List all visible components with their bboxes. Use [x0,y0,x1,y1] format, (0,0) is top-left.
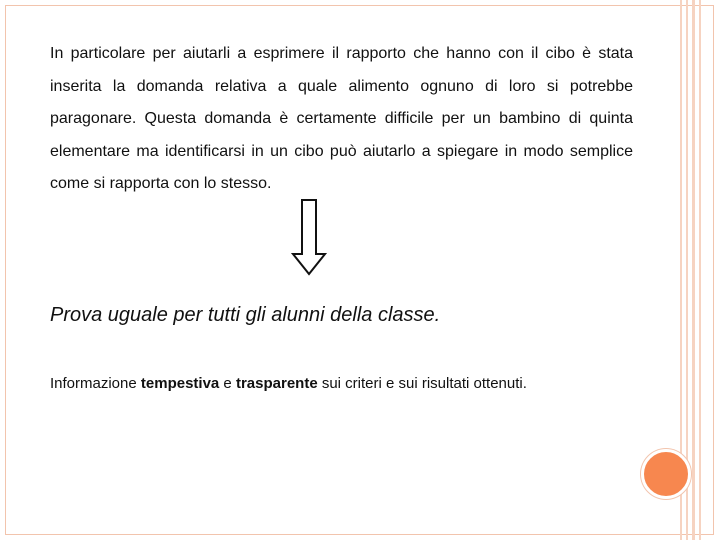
info-text: Informazione [50,375,141,392]
stripe [692,0,695,540]
decorative-circle [641,449,691,499]
stripe [699,0,701,540]
info-text: sui criteri e sui risultati ottenuti. [317,375,527,392]
info-statement [50,375,527,392]
body-paragraph: In particolare per aiutarli a esprimere il rapporto che hanno con il cibo è stata inserita la domanda relativa a quale alimento ognuno di loro si potrebbe paragonare. Questa domanda è certamente difficile per un bambino di quinta elementare ma identificarsi in un cibo può aiutarlo a spiegare in modo semplice come si rapporta con lo stesso. [50,45,633,193]
info-bold-tempestiva: tempestiva [140,375,220,392]
down-arrow-icon [290,198,328,276]
italic-statement: Prova uguale per tutti gli alunni della classe. [50,304,441,326]
info-text: e [219,375,236,392]
info-bold-trasparente: trasparente [235,375,318,392]
